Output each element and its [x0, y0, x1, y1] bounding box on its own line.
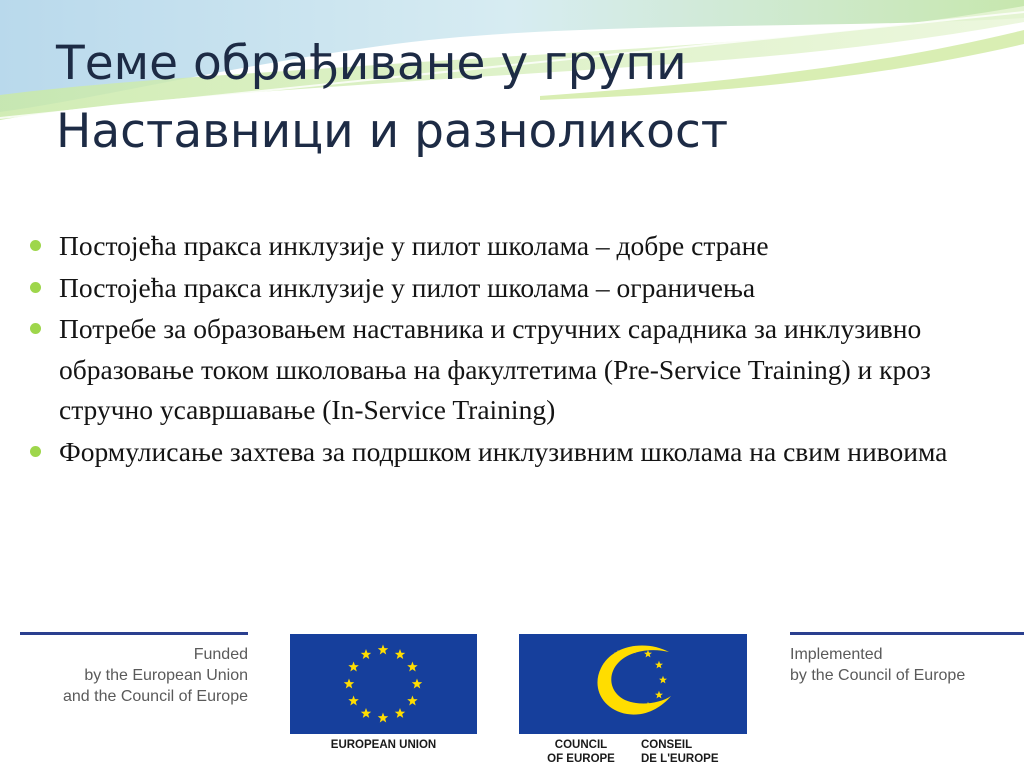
slide-title-line-2: Наставници и разноликост [56, 104, 729, 159]
star-icon [378, 713, 388, 723]
star-icon [361, 708, 371, 718]
star-icon [348, 696, 358, 706]
eu-flag-logo [290, 634, 477, 734]
council-of-europe-logo [519, 634, 747, 734]
star-icon [407, 662, 417, 672]
star-icon [407, 696, 417, 706]
bullet-dot-icon [30, 282, 41, 293]
star-icon [395, 649, 405, 659]
star-icon [655, 661, 663, 669]
bullet-item [30, 226, 1005, 267]
bullet-list [30, 226, 1005, 473]
star-icon [655, 691, 663, 699]
coe-caption-en: COUNCIL OF EUROPE [547, 739, 615, 765]
bullet-item [30, 309, 1005, 431]
bullet-text: Потребе за образовањем наставника и стручних сарадника за инклузивно образовање током школовања на факултетима (Pre-Service Training) и кроз стручно усавршавање (In-Service Training) [59, 313, 931, 425]
implemented-by-text: Implemented by the Council of Europe [790, 646, 966, 684]
bullet-item [30, 268, 1005, 309]
footer-rule-right [790, 632, 1024, 635]
bullet-dot-icon [30, 446, 41, 457]
bullet-dot-icon [30, 240, 41, 251]
star-icon [644, 650, 652, 658]
bullet-dot-icon [30, 323, 41, 334]
star-icon [412, 679, 422, 689]
bullet-text: Постојећа пракса инклузије у пилот школама – добре стране [59, 230, 769, 261]
funding-footer [0, 628, 1024, 768]
bullet-text: Постојећа пракса инклузије у пилот школама – ограничења [59, 271, 756, 303]
coe-caption-fr: CONSEIL DE L'EUROPE [641, 739, 719, 765]
star-icon [344, 679, 354, 689]
bullet-item [30, 432, 1005, 473]
slide-title [56, 30, 986, 166]
star-icon [659, 676, 667, 684]
footer-rule-left [20, 632, 248, 635]
slide-title-line-1: Теме обрађиване у групи [56, 36, 687, 91]
star-icon [378, 645, 388, 655]
eu-caption: EUROPEAN UNION [330, 739, 437, 751]
council-of-europe-emblem-icon [519, 634, 747, 734]
eu-stars-icon [290, 634, 477, 734]
funded-by-text: Funded by the European Union and the Council of Europe [62, 646, 248, 705]
star-icon [348, 662, 358, 672]
star-icon [361, 649, 371, 659]
bullet-text: Формулисање захтева за подршком инклузивним школама на свим нивоима [59, 435, 948, 467]
star-icon [395, 708, 405, 718]
